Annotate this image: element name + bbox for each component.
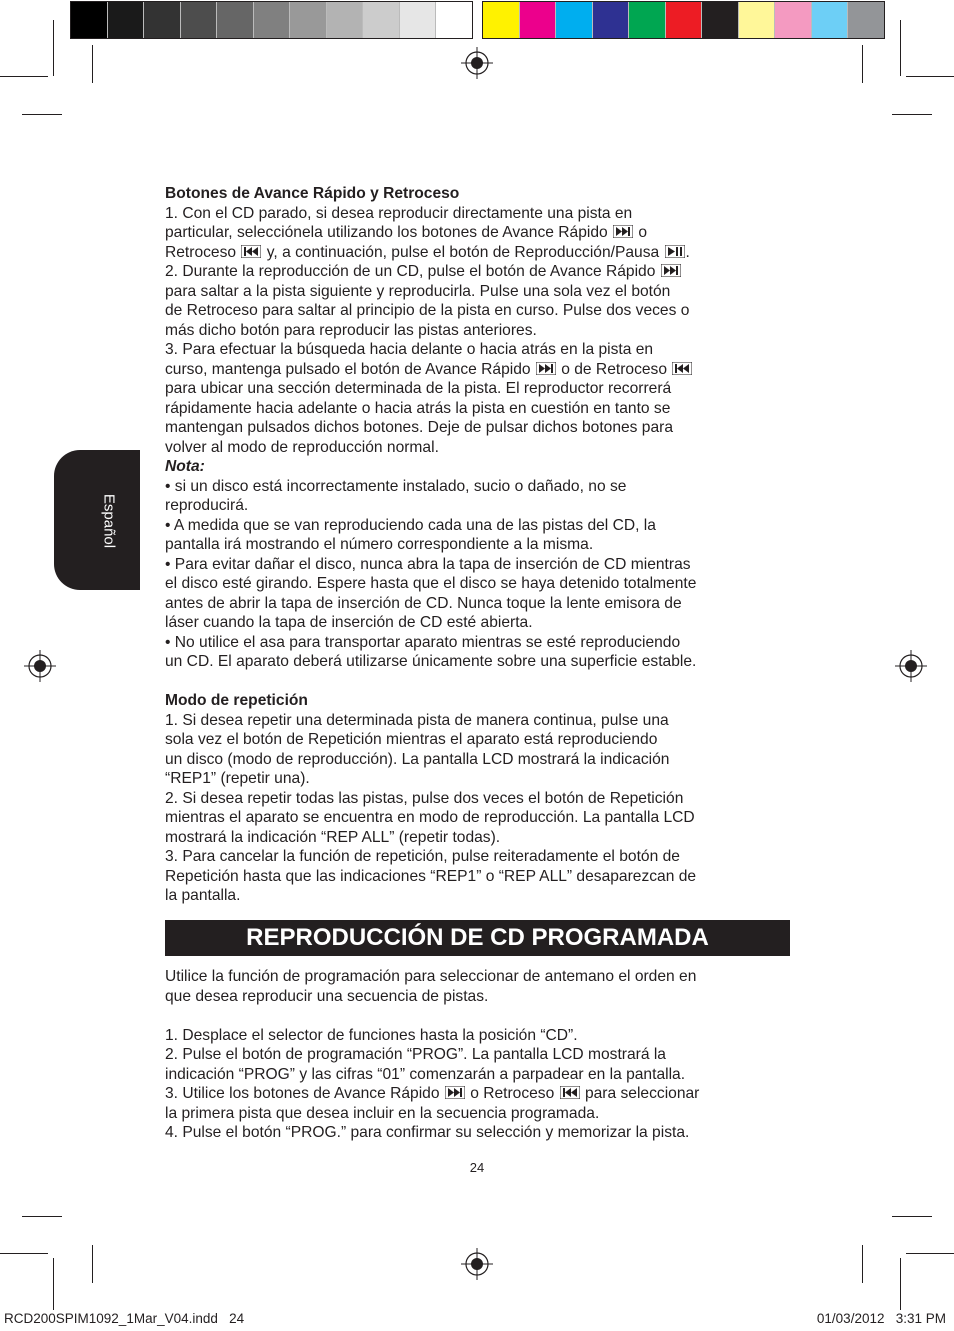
footer-filename: RCD200SPIM1092_1Mar_V04.indd 24 (4, 1311, 245, 1326)
step-line: 1. Desplace el selector de funciones hasta la posición “CD”. (165, 1026, 578, 1044)
note-line: un CD. El aparato deberá utilizarse únicamente sobre una superficie estable. (165, 653, 697, 670)
fast-forward-icon (445, 1086, 465, 1099)
note-line: pantalla irá mostrando el número correspondiente a la misma. (165, 536, 594, 553)
paragraph-line: más dicho botón para reproducir las pistas anteriores. (165, 321, 537, 339)
paragraph-line: “REP1” (repetir una). (165, 770, 310, 787)
paragraph-line: un disco (modo de reproducción). La pantalla LCD mostrará la indicación (165, 750, 670, 768)
registration-target-icon (461, 1248, 493, 1280)
note-line: • A medida que se van reproduciendo cada una de las pistas del CD, la (165, 516, 656, 534)
step-line: 2. Pulse el botón de programación “PROG”. La pantalla LCD mostrará la (165, 1046, 666, 1063)
color-swatch (702, 2, 739, 38)
paragraph-line: 2. Si desea repetir todas las pistas, pulse dos veces el botón de Repetición (165, 789, 684, 807)
color-swatch (629, 2, 666, 38)
paragraph-line: de Retroceso para saltar al principio de la pista en curso. Pulse dos veces o (165, 302, 690, 319)
paragraph-line: para ubicar una sección determinada de la pista. El reproductor recorrerá (165, 380, 672, 397)
step-line: indicación “PROG” y las cifras “01” comenzarán a parpadear en la pantalla. (165, 1065, 686, 1083)
crop-mark (892, 1216, 932, 1217)
fast-forward-icon (661, 264, 681, 277)
note-line: láser cuando la tapa de inserción de CD esté abierta. (165, 614, 533, 631)
fast-forward-icon (613, 225, 633, 238)
color-swatch (520, 2, 557, 38)
paragraph-line: mientras el aparato se encuentra en modo de reproducción. La pantalla LCD (165, 809, 695, 826)
paragraph-line: Retroceso y, a continuación, pulse el botón de Reproducción/Pausa . (165, 243, 690, 261)
crop-mark (0, 76, 48, 77)
step-line: 4. Pulse el botón “PROG.” para confirmar su selección y memorizar la pista. (165, 1124, 690, 1141)
crop-mark (53, 20, 54, 76)
registration-target-icon (24, 650, 56, 682)
color-swatch (483, 2, 520, 38)
note-label: Nota: (165, 458, 205, 475)
gray-swatch (400, 2, 437, 38)
program-text (165, 967, 791, 1143)
note-line: antes de abrir la tapa de inserción de CD. Nunca toque la lente emisora de (165, 594, 682, 612)
gray-swatch (290, 2, 327, 38)
paragraph-line: la pantalla. (165, 887, 241, 904)
gray-swatch (144, 2, 181, 38)
paragraph-line: Utilice la función de programación para seleccionar de antemano el orden en (165, 968, 697, 985)
gray-swatch (254, 2, 291, 38)
paragraph-line: 1. Con el CD parado, si desea reproducir directamente una pista en (165, 204, 633, 222)
gray-swatch (181, 2, 218, 38)
paragraph-line: 3. Para cancelar la función de repetición, pulse reiteradamente el botón de (165, 848, 680, 865)
crop-mark (53, 1258, 54, 1310)
rewind-icon (560, 1086, 580, 1099)
fast-forward-icon (536, 362, 556, 375)
note-line: • si un disco está incorrectamente instalado, sucio o dañado, no se (165, 477, 627, 495)
gray-swatch (71, 2, 108, 38)
crop-mark (92, 45, 93, 83)
color-swatch (812, 2, 849, 38)
color-swatch (739, 2, 776, 38)
gray-swatch (327, 2, 364, 38)
color-swatch (556, 2, 593, 38)
color-swatch (775, 2, 812, 38)
note-line: • Para evitar dañar el disco, nunca abra la tapa de inserción de CD mientras (165, 555, 691, 573)
language-tab (54, 450, 140, 590)
paragraph-line: sola vez el botón de Repetición mientras el aparato está reproduciendo (165, 731, 658, 748)
crop-mark (862, 1245, 863, 1283)
note-line: • No utilice el asa para transportar aparato mientras se esté reproduciendo (165, 633, 681, 651)
gray-swatch (436, 2, 472, 38)
paragraph-line: 2. Durante la reproducción de un CD, pulse el botón de Avance Rápido (165, 262, 791, 282)
section-heading: Botones de Avance Rápido y Retroceso (165, 185, 460, 202)
crop-mark (22, 114, 62, 115)
rewind-icon (672, 362, 692, 375)
paragraph-line: mantengan pulsados dichos botones. Deje de pulsar dichos botones para (165, 419, 674, 436)
step-line: 3. Utilice los botones de Avance Rápido o Retroceso para seleccionar (165, 1085, 700, 1102)
main-text (165, 184, 791, 906)
crop-mark (92, 1245, 93, 1283)
crop-mark (900, 20, 901, 76)
gray-swatch (108, 2, 145, 38)
gray-swatch (363, 2, 400, 38)
crop-mark (906, 1253, 954, 1254)
paragraph-line: particular, selecciónela utilizando los botones de Avance Rápido o (165, 224, 648, 241)
rewind-icon (241, 245, 261, 258)
color-swatch (593, 2, 630, 38)
play-pause-icon (665, 245, 685, 258)
language-tab-label: Español (100, 493, 118, 549)
section-heading: Modo de repetición (165, 692, 308, 709)
paragraph-line: para saltar a la pista siguiente y reproducirla. Pulse una sola vez el botón (165, 282, 671, 300)
paragraph-line: que desea reproducir una secuencia de pistas. (165, 987, 489, 1005)
gray-calibration-bar (70, 1, 473, 39)
note-line: reproducirá. (165, 497, 249, 514)
page-number: 24 (469, 1160, 485, 1175)
crop-mark (892, 114, 932, 115)
step-line: la primera pista que desea incluir en la secuencia programada. (165, 1104, 600, 1122)
paragraph-line: 3. Para efectuar la búsqueda hacia delante o hacia atrás en la pista en (165, 341, 654, 358)
registration-target-icon (895, 650, 927, 682)
note-line: el disco esté girando. Espere hasta que el disco se haya detenido totalmente (165, 575, 697, 592)
crop-mark (862, 45, 863, 83)
footer-datetime: 01/03/2012 3:31 PM (816, 1311, 946, 1326)
paragraph-line: 1. Si desea repetir una determinada pista de manera continua, pulse una (165, 711, 669, 729)
paragraph-line: volver al modo de reproducción normal. (165, 438, 439, 456)
crop-mark (22, 1216, 62, 1217)
crop-mark (900, 1258, 901, 1310)
registration-target-icon (461, 47, 493, 79)
gray-swatch (217, 2, 254, 38)
crop-mark (906, 76, 954, 77)
paragraph-line: curso, mantenga pulsado el botón de Avance Rápido o de Retroceso (165, 360, 791, 380)
crop-mark (0, 1253, 48, 1254)
color-swatch (848, 2, 884, 38)
paragraph-line: rápidamente hacia adelante o hacia atrás la pista en cuestión en tanto se (165, 399, 671, 417)
section-title-bar: REPRODUCCIÓN DE CD PROGRAMADA (165, 920, 790, 956)
color-swatch (666, 2, 703, 38)
paragraph-line: Repetición hasta que las indicaciones “REP1” o “REP ALL” desaparezcan de (165, 867, 697, 885)
paragraph-line: mostrará la indicación “REP ALL” (repetir todas). (165, 828, 501, 846)
color-calibration-bar (482, 1, 885, 39)
